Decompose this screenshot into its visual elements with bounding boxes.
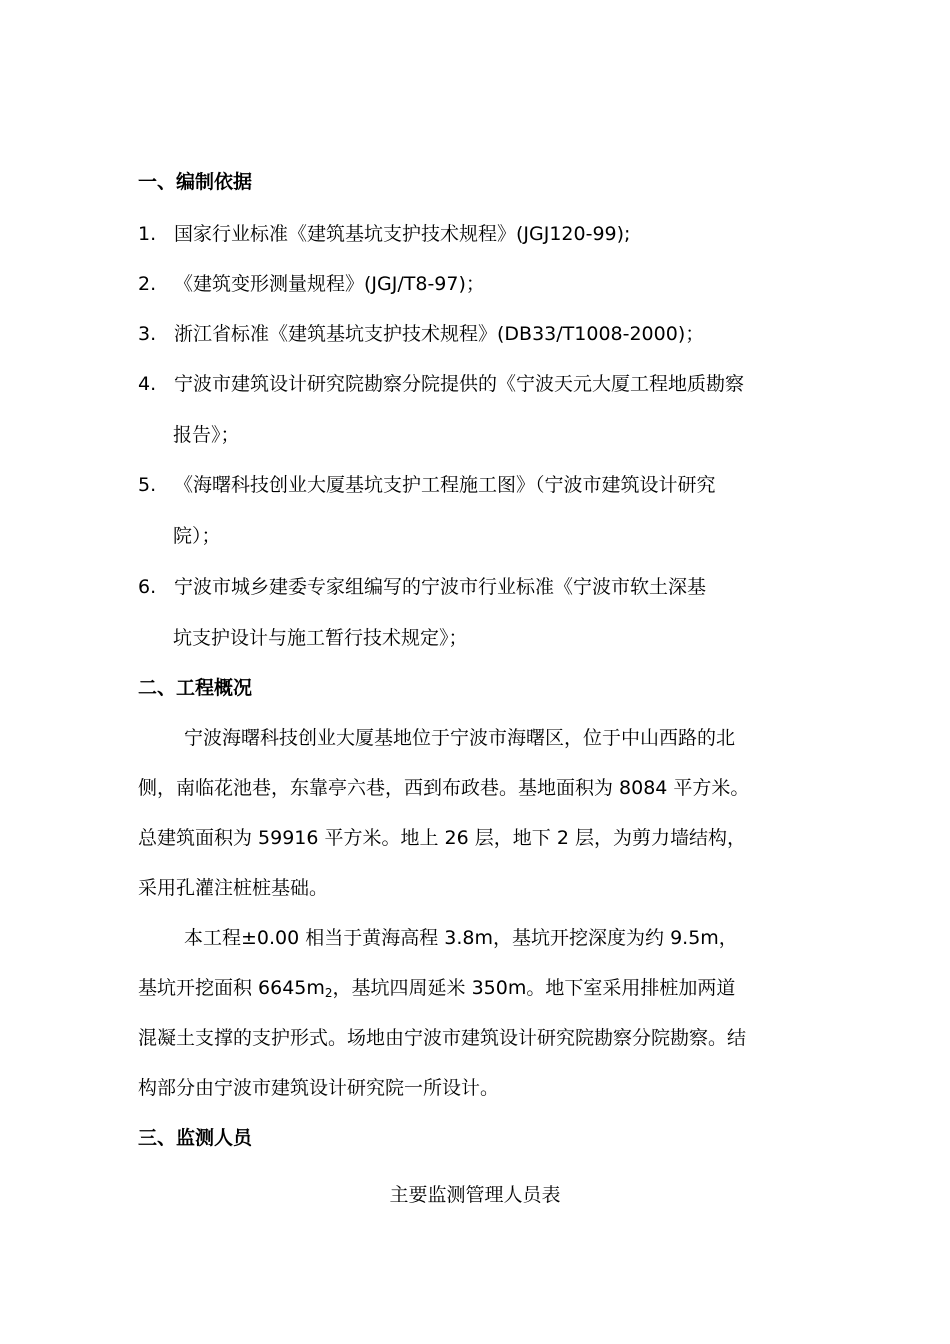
list-text: 浙江省标准《建筑基坑支护技术规程》(DB33/T1008-2000)； <box>174 323 705 345</box>
paragraph-line: 本工程±0.00 相当于黄海高程 3.8m，基坑开挖深度为约 9.5m， <box>184 927 738 949</box>
section-heading-basis: 一、编制依据 <box>138 171 253 193</box>
list-item <box>138 222 630 246</box>
list-number: 4. <box>138 373 157 395</box>
list-number: 6. <box>138 576 157 598</box>
paragraph-line: 侧，南临花池巷，东靠亭六巷，西到布政巷。基地面积为 8084 平方米。 <box>138 777 750 799</box>
list-number: 5. <box>138 474 157 496</box>
list-text: 《海曙科技创业大厦基坑支护工程施工图》（宁波市建筑设计研究 <box>174 474 716 496</box>
paragraph-line: 构部分由宁波市建筑设计研究院一所设计。 <box>138 1077 500 1099</box>
section-heading-personnel: 三、监测人员 <box>138 1127 253 1149</box>
list-text: 《建筑变形测量规程》(JGJ/T8-97)； <box>174 273 485 295</box>
text-segment: ，基坑四周延米 350m。地下室采用排桩加两道 <box>332 977 736 999</box>
paragraph-line: 采用孔灌注桩桩基础。 <box>138 877 329 899</box>
list-text-continuation: 坑支护设计与施工暂行技术规定》； <box>173 627 468 649</box>
paragraph-line: 总建筑面积为 59916 平方米。地上 26 层，地下 2 层，为剪力墙结构， <box>138 827 746 849</box>
paragraph-line: 混凝土支撑的支护形式。场地由宁波市建筑设计研究院勘察分院勘察。结 <box>138 1027 747 1049</box>
subscript-2: 2 <box>324 986 333 1000</box>
text-segment: 基坑开挖面积 6645m <box>138 977 325 999</box>
list-item <box>138 372 744 396</box>
list-text: 国家行业标准《建筑基坑支护技术规程》(JGJ120-99); <box>174 223 631 245</box>
section-heading-overview: 二、工程概况 <box>138 677 253 699</box>
paragraph-line: 宁波海曙科技创业大厦基地位于宁波市海曙区，位于中山西路的北 <box>184 727 736 749</box>
list-number: 2. <box>138 273 157 295</box>
list-item <box>138 322 704 346</box>
list-text-continuation: 报告》； <box>173 424 240 446</box>
table-title: 主要监测管理人员表 <box>389 1184 561 1206</box>
list-text-continuation: 院）； <box>173 525 221 547</box>
list-item <box>138 272 485 296</box>
list-text: 宁波市建筑设计研究院勘察分院提供的《宁波天元大厦工程地质勘察 <box>174 373 745 395</box>
list-text: 宁波市城乡建委专家组编写的宁波市行业标准《宁波市软土深基 <box>174 576 707 598</box>
list-number: 3. <box>138 323 157 345</box>
list-number: 1. <box>138 223 157 245</box>
list-item <box>138 473 716 497</box>
paragraph-line <box>138 976 735 1005</box>
list-item <box>138 575 706 599</box>
